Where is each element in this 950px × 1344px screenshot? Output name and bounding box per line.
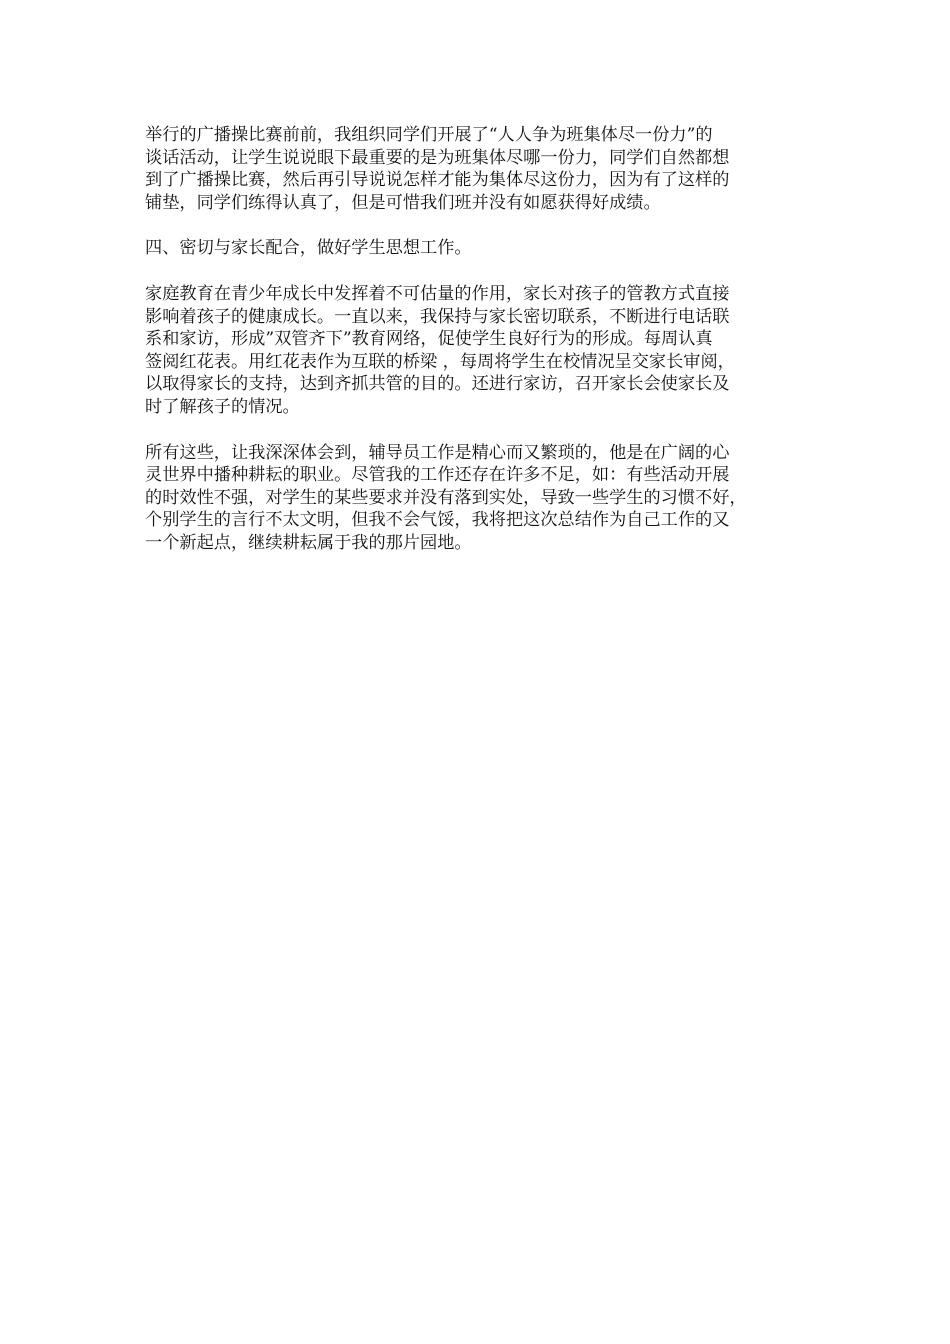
text-line: 系和家访，形成”双管齐下”教育网络，促使学生良好行为的形成。每周认真 — [145, 329, 713, 350]
text-line: 举行的广播操比赛前前，我组织同学们开展了“人人争为班集体尽一份力”的 — [145, 125, 713, 145]
text-line: 四、密切与家长配合，做好学生思想工作。 — [145, 238, 472, 259]
paragraph-spacer — [145, 260, 815, 283]
text-line: 的时效性不强，对学生的某些要求并没有落到实处，导致一些学生的习惯不好， — [145, 487, 747, 508]
paragraph-broadcast-exercise — [145, 124, 815, 214]
paragraph-conclusion — [145, 442, 815, 555]
text-line: 谈话活动，让学生说说眼下最重要的是为班集体尽哪一份力，同学们自然都想 — [145, 147, 730, 168]
paragraph-spacer — [145, 214, 815, 237]
text-line: 个别学生的言行不太文明，但我不会气馁，我将把这次总结作为自己工作的又 — [145, 510, 730, 531]
text-line: 所有这些，让我深深体会到，辅导员工作是精心而又繁琐的，他是在广阔的心 — [145, 442, 730, 463]
text-line: 以取得家长的支持，达到齐抓共管的目的。还进行家访，召开家长会使家长及 — [145, 374, 730, 395]
paragraph-family-education — [145, 283, 815, 419]
document-page — [145, 124, 815, 555]
section-heading-parents — [145, 237, 815, 260]
text-line: 家庭教育在青少年成长中发挥着不可估量的作用，家长对孩子的管教方式直接 — [145, 283, 730, 304]
paragraph-spacer — [145, 419, 815, 442]
text-line: 时了解孩子的情况。 — [145, 396, 300, 417]
text-line: 铺垫，同学们练得认真了，但是可惜我们班并没有如愿获得好成绩。 — [145, 192, 661, 213]
text-line: 签阅红花表。用红花表作为互联的桥梁 ，每周将学生在校情况呈交家长审阅， — [145, 351, 735, 372]
text-line: 灵世界中播种耕耘的职业。尽管我的工作还存在许多不足，如：有些活动开展 — [145, 465, 730, 486]
text-line: 一个新起点，继续耕耘属于我的那片园地。 — [145, 532, 472, 553]
text-line: 影响着孩子的健康成长。一直以来，我保持与家长密切联系，不断进行电话联 — [145, 306, 730, 327]
text-line: 到了广播操比赛，然后再引导说说怎样才能为集体尽这份力，因为有了这样的 — [145, 170, 730, 191]
